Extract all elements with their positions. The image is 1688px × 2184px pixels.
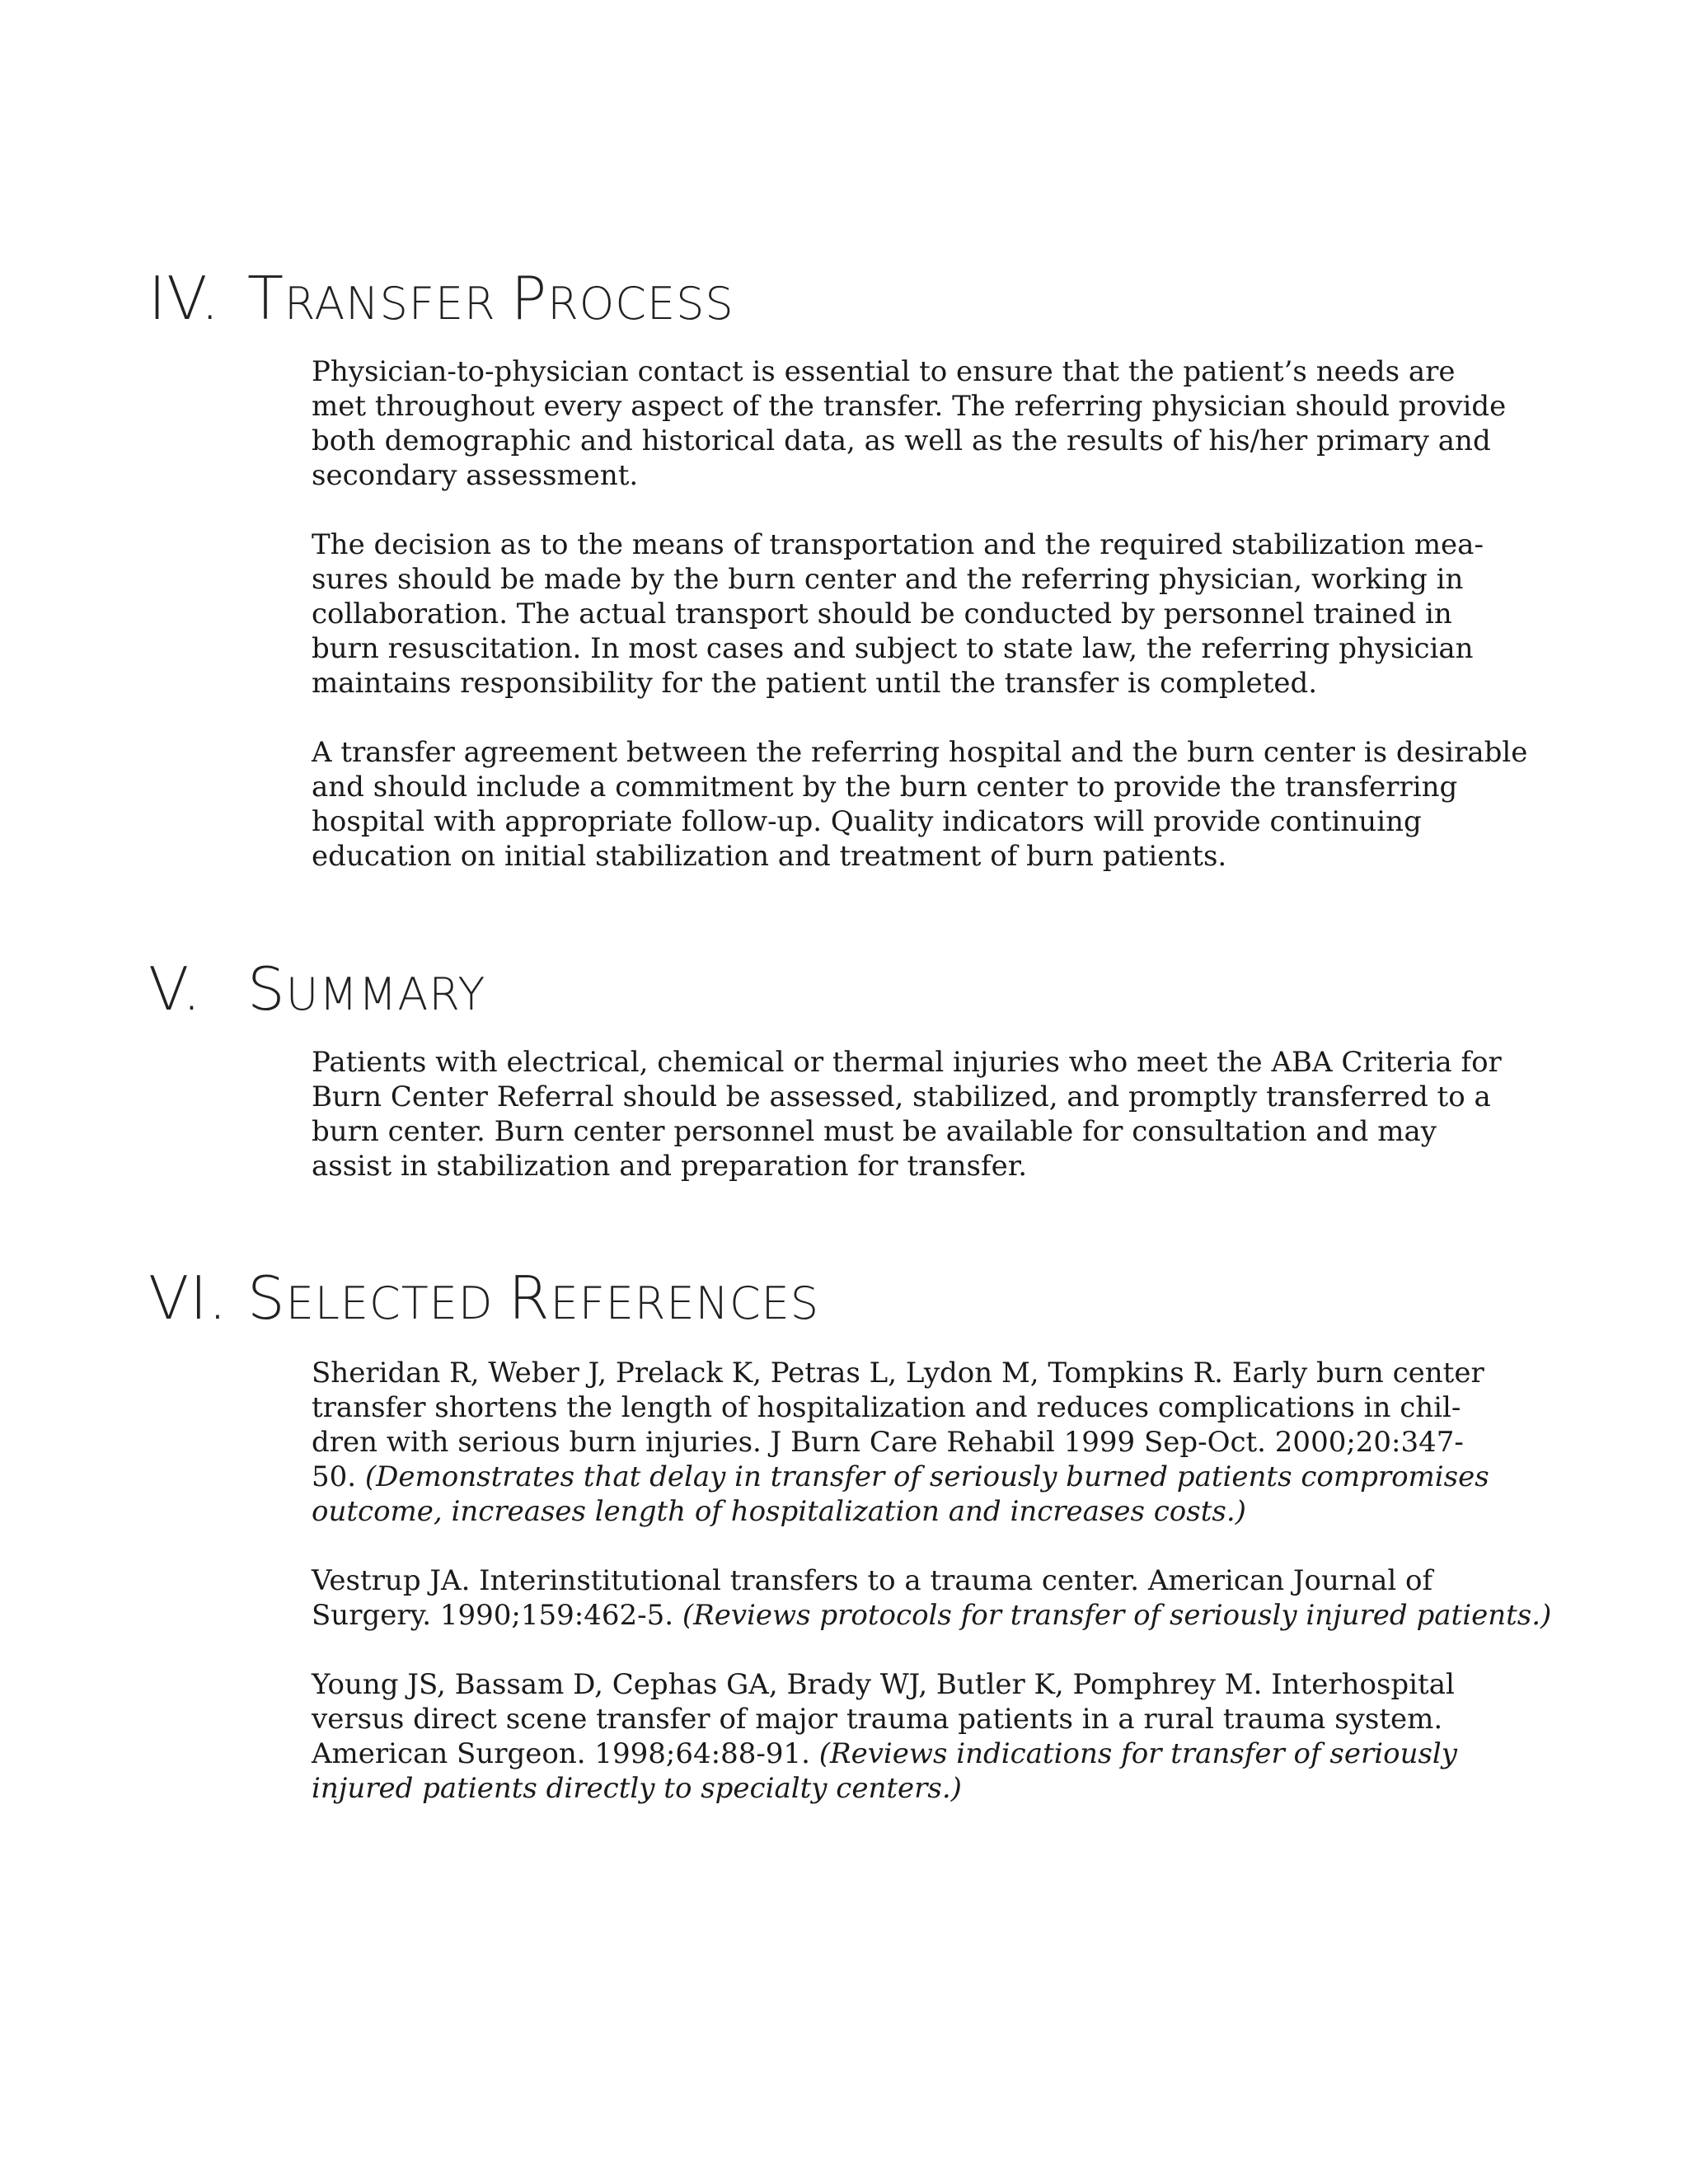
reference-annotation: outcome, increases length of hospitalization and increases costs.) bbox=[312, 1495, 1246, 1528]
reference-annotation: (Demonstrates that delay in transfer of seriously burned patients compromises bbox=[364, 1460, 1489, 1493]
section-heading: V. SUMMARY bbox=[148, 954, 486, 1024]
paragraph: Patients with electrical, chemical or thermal injuries who meet the ABA Criteria for Burn Center Referral should be assessed, stabilized, and promptly transferred to a burn center. Burn center personnel must be available for consultation and may assist in stabilization and preparation for transfer. bbox=[312, 1046, 1502, 1183]
section-number: VI. bbox=[148, 1263, 228, 1333]
reference-entry: Sheridan R, Weber J, Prelack K, Petras L, Lydon M, Tompkins R. Early burn center transfer shortens the length of hospitalization and reduces complications in chil- dren with serious burn injuries. J Burn Care Rehabil 1999 Sep-Oct. 2000;20:347- 50. (Demonstrates that delay in transfer of seriously burned patients compromises outcome, increases length of hospitalization and increases costs.) bbox=[312, 1357, 1489, 1528]
paragraph: Physician-to-physician contact is essential to ensure that the patient’s needs are met throughout every aspect of the transfer. The referring physician should provide both demographic and historical data, as well as the results of his/her primary and secondary assessment. bbox=[312, 355, 1507, 492]
section-number: V. bbox=[148, 954, 202, 1024]
section-number: IV. bbox=[148, 264, 221, 333]
reference-entry: Young JS, Bassam D, Cephas GA, Brady WJ, Butler K, Pomphrey M. Interhospital versus direct scene transfer of major trauma patients in a rural trauma system. American Surgeon. 1998;64:88-91. (Reviews indications for transfer of seriously injured patients directly to specialty centers.) bbox=[312, 1668, 1457, 1805]
reference-entry: Vestrup JA. Interinstitutional transfers to a trauma center. American Journal of Surgery. 1990;159:462-5. (Reviews protocols for transfer of seriously injured patients.) bbox=[312, 1564, 1552, 1632]
reference-annotation: (Reviews protocols for transfer of seriously injured patients.) bbox=[682, 1599, 1552, 1632]
reference-annotation: (Reviews indications for transfer of seriously bbox=[818, 1737, 1457, 1770]
section-heading: VI. SELECTED REFERENCES bbox=[148, 1263, 820, 1333]
reference-annotation: injured patients directly to specialty centers.) bbox=[312, 1772, 962, 1805]
paragraph: A transfer agreement between the referring hospital and the burn center is desirable and should include a commitment by the burn center to provide the transferring hospital with appropriate follow-up. Quality indicators will provide continuing education on initial stabilization and treatment of burn patients. bbox=[312, 736, 1528, 873]
paragraph: The decision as to the means of transportation and the required stabilization mea- sures should be made by the burn center and the referring physician, working in collaboration. The actual transport should be conducted by personnel trained in burn resuscitation. In most cases and subject to state law, the referring physician maintains responsibility for the patient until the transfer is completed. bbox=[312, 528, 1484, 700]
section-heading: IV. TRANSFER PROCESS bbox=[148, 264, 734, 333]
